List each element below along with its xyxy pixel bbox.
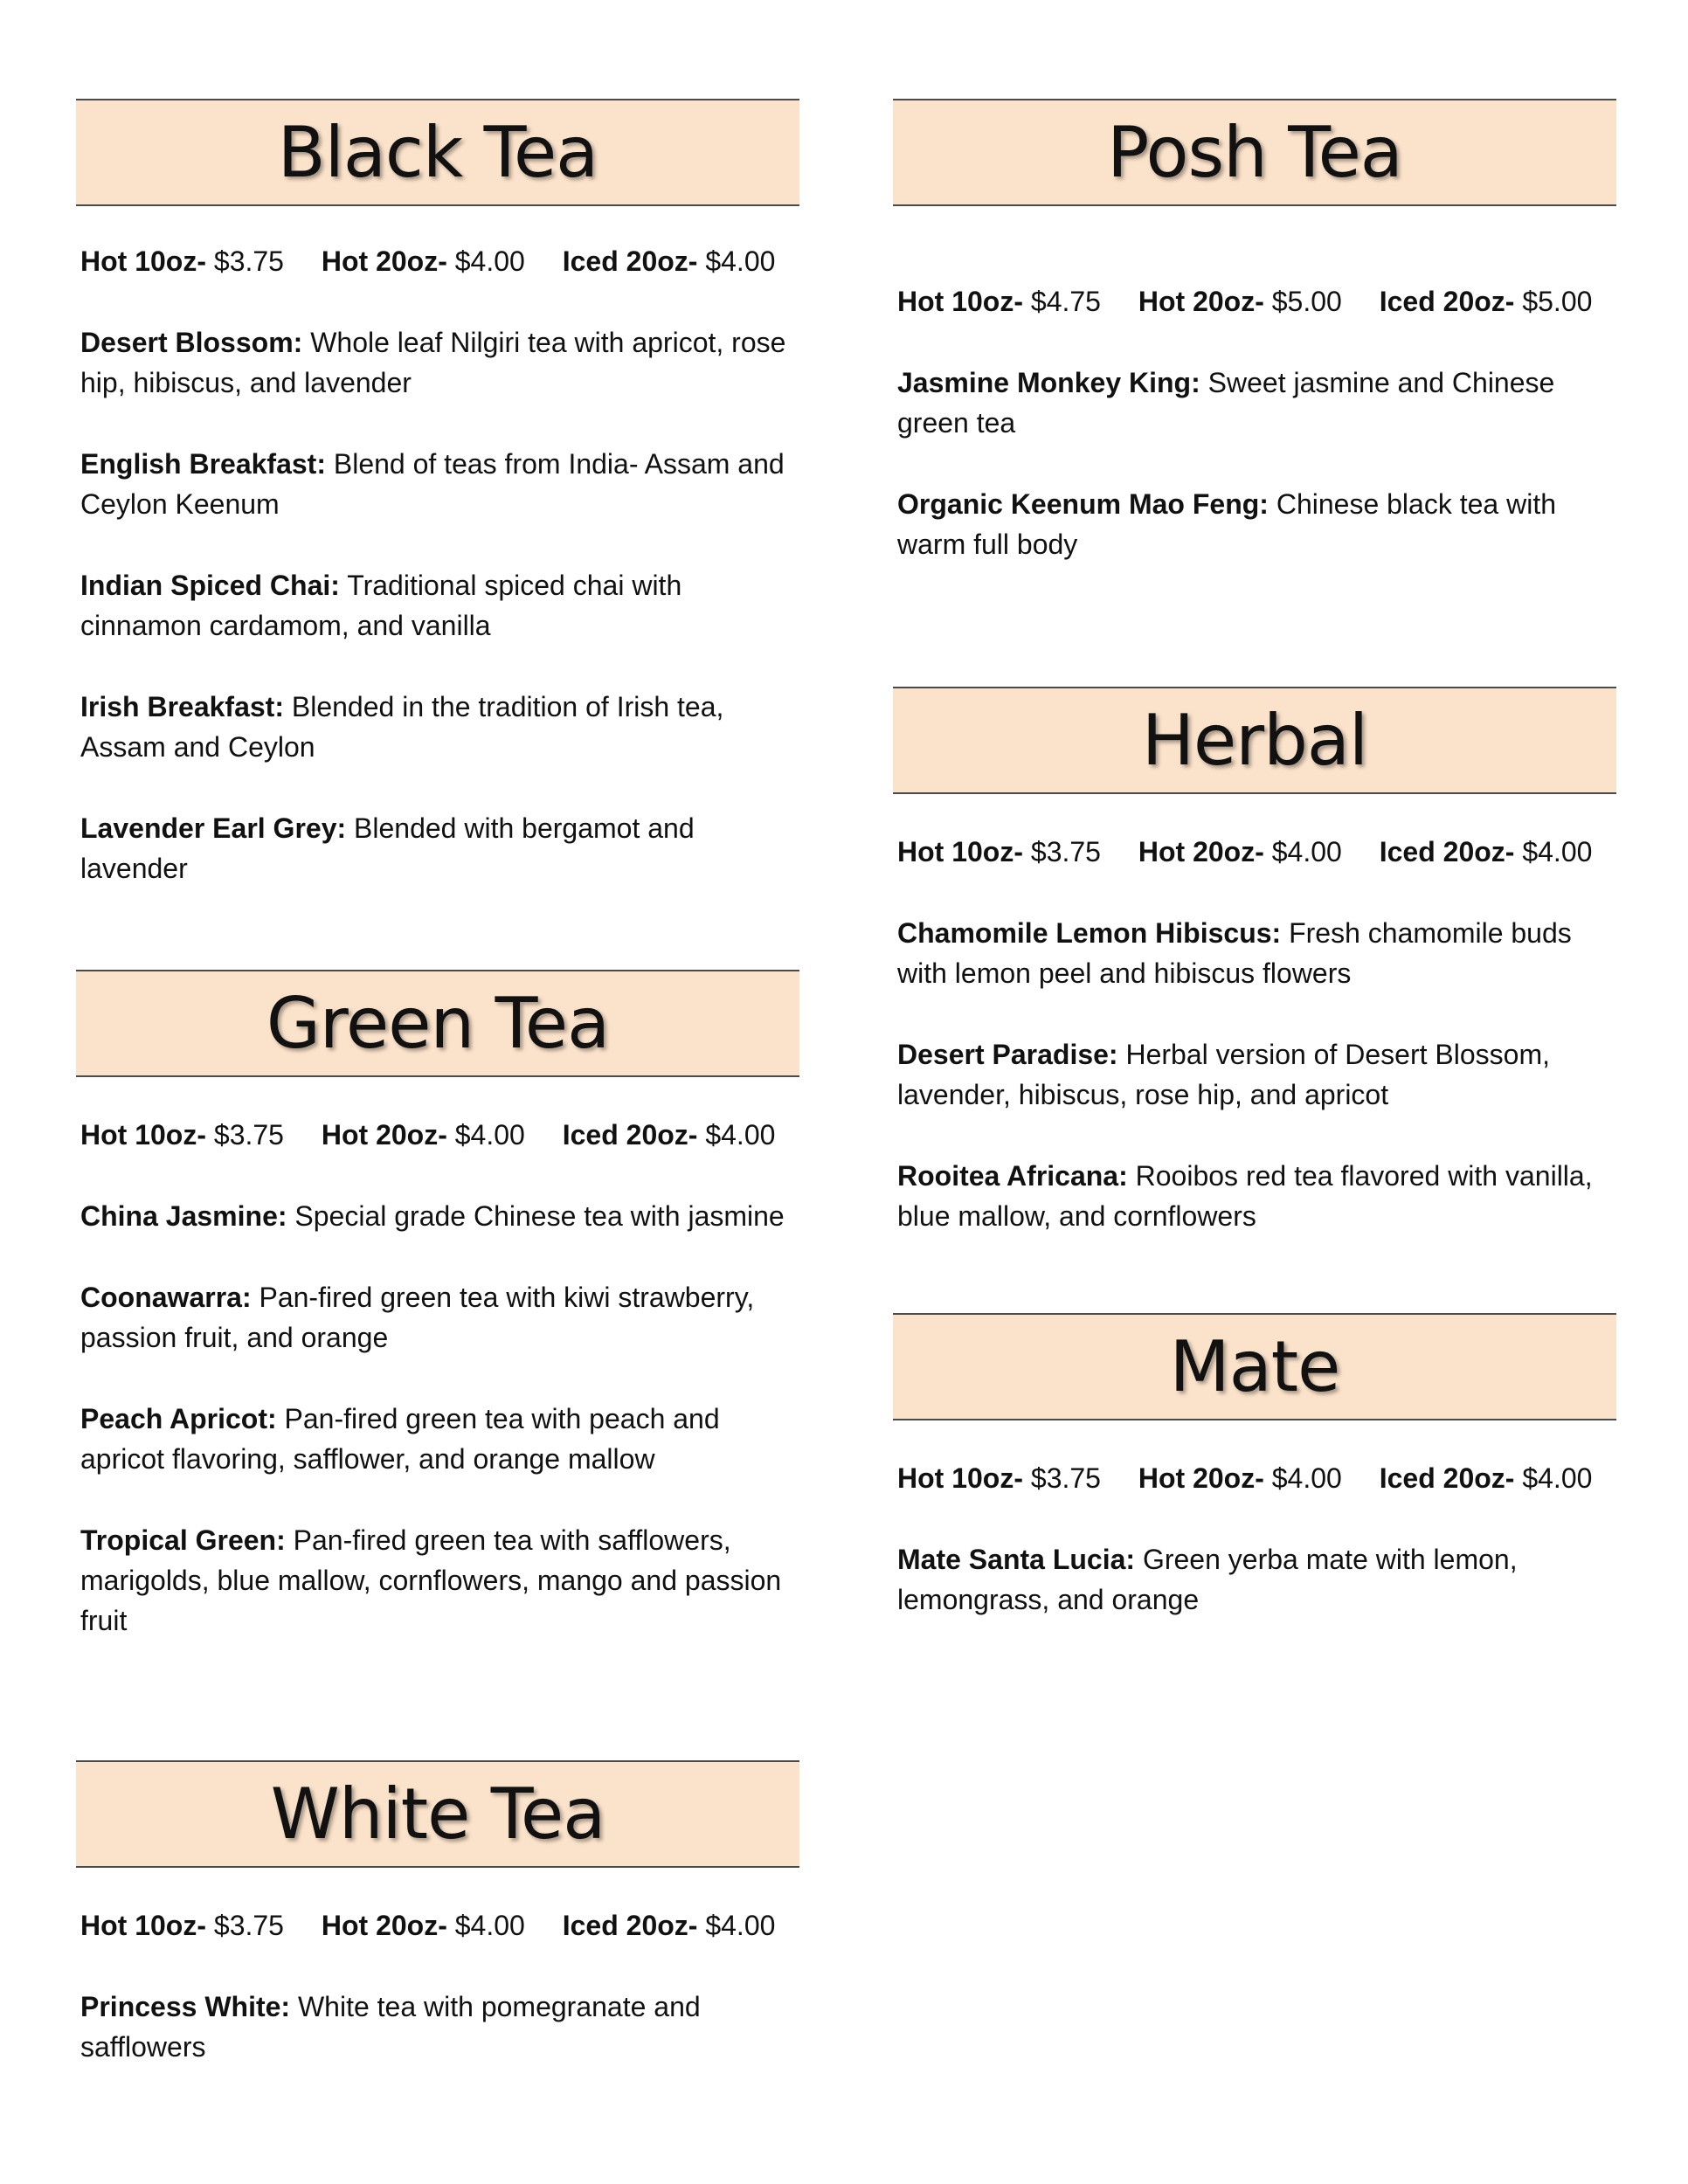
price-row <box>897 1458 1616 1498</box>
item-name: Organic Keenum Mao Feng: <box>897 488 1269 520</box>
menu-item <box>897 1156 1616 1236</box>
section-herbal <box>893 687 1616 1277</box>
item-description: Blend of teas from India- Assam and Ceylon Keenum <box>80 448 785 520</box>
section-banner <box>893 99 1616 206</box>
item-name: Desert Blossom: <box>80 327 303 358</box>
price-label: Iced 20oz- <box>562 245 698 277</box>
price-row <box>80 1115 799 1155</box>
menu-item <box>80 1520 799 1641</box>
item-name: Lavender Earl Grey: <box>80 812 347 844</box>
item-description: White tea with pomegranate and safflowers <box>80 1991 701 2063</box>
menu-item <box>897 484 1616 564</box>
menu-item <box>80 1399 799 1479</box>
price-label: Hot 10oz- <box>897 286 1023 317</box>
menu-item-list <box>80 1196 799 1641</box>
item-description: Chinese black tea with warm full body <box>897 488 1556 560</box>
price-label: Hot 10oz- <box>897 836 1023 867</box>
section-banner <box>893 1313 1616 1420</box>
menu-item <box>80 1196 799 1236</box>
item-description: Pan-fired green tea with safflowers, marigolds, blue mallow, cornflowers, mango and passion fruit <box>80 1524 782 1636</box>
price-value: $5.00 <box>1522 286 1593 317</box>
price-label: Hot 10oz- <box>897 1462 1023 1494</box>
price-value: $4.00 <box>705 245 776 277</box>
section-banner <box>76 99 799 206</box>
item-description: Special grade Chinese tea with jasmine <box>294 1200 785 1232</box>
menu-item <box>80 687 799 767</box>
item-name: Rooitea Africana: <box>897 1160 1128 1192</box>
item-name: Princess White: <box>80 1991 291 2022</box>
price-value: $3.75 <box>213 1119 284 1151</box>
price-label: Hot 10oz- <box>80 245 206 277</box>
price-label: Hot 20oz- <box>321 245 447 277</box>
price-label: Hot 20oz- <box>321 1910 447 1941</box>
menu-item <box>80 322 799 403</box>
price-label: Hot 10oz- <box>80 1119 206 1151</box>
menu-item-list <box>897 363 1616 564</box>
price-value: $4.00 <box>705 1119 776 1151</box>
price-value: $4.00 <box>1271 836 1342 867</box>
section-mate <box>893 1313 1616 1661</box>
item-name: Peach Apricot: <box>80 1403 277 1434</box>
section-title: Mate <box>1169 1325 1340 1407</box>
menu-item-list <box>897 1539 1616 1620</box>
section-title: White Tea <box>270 1773 605 1855</box>
section-green-tea <box>76 970 799 1682</box>
price-label: Hot 20oz- <box>1138 286 1264 317</box>
item-description: Blended with bergamot and lavender <box>80 812 695 884</box>
section-black-tea <box>76 99 799 930</box>
item-description: Traditional spiced chai with cinnamon cardamom, and vanilla <box>80 570 682 641</box>
price-label: Iced 20oz- <box>562 1119 698 1151</box>
menu-item <box>80 1987 799 2067</box>
price-label: Hot 20oz- <box>1138 836 1264 867</box>
price-label: Hot 20oz- <box>321 1119 447 1151</box>
item-name: English Breakfast: <box>80 448 326 480</box>
price-row <box>897 832 1616 872</box>
menu-item-list <box>80 1987 799 2067</box>
price-value: $3.75 <box>213 245 284 277</box>
price-value: $4.00 <box>454 245 525 277</box>
item-name: Tropical Green: <box>80 1524 286 1556</box>
item-name: Irish Breakfast: <box>80 691 284 722</box>
price-value: $4.00 <box>1522 836 1593 867</box>
section-title: Posh Tea <box>1107 111 1402 193</box>
section-title: Green Tea <box>266 982 610 1064</box>
price-label: Iced 20oz- <box>1379 286 1515 317</box>
price-value: $4.75 <box>1030 286 1101 317</box>
price-value: $4.00 <box>1522 1462 1593 1494</box>
item-description: Pan-fired green tea with kiwi strawberry, passion fruit, and orange <box>80 1282 755 1353</box>
item-name: Indian Spiced Chai: <box>80 570 340 601</box>
item-description: Blended in the tradition of Irish tea, Assam and Ceylon <box>80 691 724 763</box>
menu-item <box>80 565 799 646</box>
section-banner <box>76 970 799 1077</box>
price-value: $3.75 <box>1030 1462 1101 1494</box>
price-label: Hot 20oz- <box>1138 1462 1264 1494</box>
menu-item-list <box>897 913 1616 1236</box>
price-value: $4.00 <box>1271 1462 1342 1494</box>
price-value: $5.00 <box>1271 286 1342 317</box>
item-description: Fresh chamomile buds with lemon peel and hibiscus flowers <box>897 917 1572 989</box>
section-white-tea <box>76 1760 799 2108</box>
item-name: Chamomile Lemon Hibiscus: <box>897 917 1282 949</box>
price-value: $4.00 <box>454 1119 525 1151</box>
item-description: Whole leaf Nilgiri tea with apricot, rose hip, hibiscus, and lavender <box>80 327 786 398</box>
item-description: Herbal version of Desert Blossom, lavender, hibiscus, rose hip, and apricot <box>897 1039 1550 1110</box>
menu-item <box>897 363 1616 443</box>
price-value: $3.75 <box>1030 836 1101 867</box>
item-name: Coonawarra: <box>80 1282 252 1313</box>
menu-item <box>80 1277 799 1358</box>
section-banner <box>893 687 1616 794</box>
section-posh-tea <box>893 99 1616 605</box>
item-description: Sweet jasmine and Chinese green tea <box>897 367 1555 439</box>
section-title: Herbal <box>1141 699 1368 781</box>
price-label: Iced 20oz- <box>562 1910 698 1941</box>
menu-item <box>897 1034 1616 1115</box>
item-description: Pan-fired green tea with peach and apricot flavoring, safflower, and orange mallow <box>80 1403 720 1475</box>
item-name: Desert Paradise: <box>897 1039 1118 1070</box>
menu-item <box>80 808 799 888</box>
menu-item <box>897 913 1616 993</box>
price-label: Hot 10oz- <box>80 1910 206 1941</box>
price-value: $4.00 <box>454 1910 525 1941</box>
price-row <box>80 1905 799 1946</box>
item-description: Rooibos red tea flavored with vanilla, blue mallow, and cornflowers <box>897 1160 1593 1232</box>
menu-item <box>897 1539 1616 1620</box>
section-banner <box>76 1760 799 1868</box>
menu-item-list <box>80 322 799 888</box>
price-value: $3.75 <box>213 1910 284 1941</box>
item-description: Green yerba mate with lemon, lemongrass, and orange <box>897 1544 1518 1615</box>
price-row <box>897 281 1616 321</box>
section-title: Black Tea <box>277 111 598 193</box>
menu-item <box>80 444 799 524</box>
price-row <box>80 241 799 281</box>
price-label: Iced 20oz- <box>1379 1462 1515 1494</box>
price-value: $4.00 <box>705 1910 776 1941</box>
item-name: Mate Santa Lucia: <box>897 1544 1136 1575</box>
item-name: Jasmine Monkey King: <box>897 367 1200 398</box>
item-name: China Jasmine: <box>80 1200 287 1232</box>
price-label: Iced 20oz- <box>1379 836 1515 867</box>
